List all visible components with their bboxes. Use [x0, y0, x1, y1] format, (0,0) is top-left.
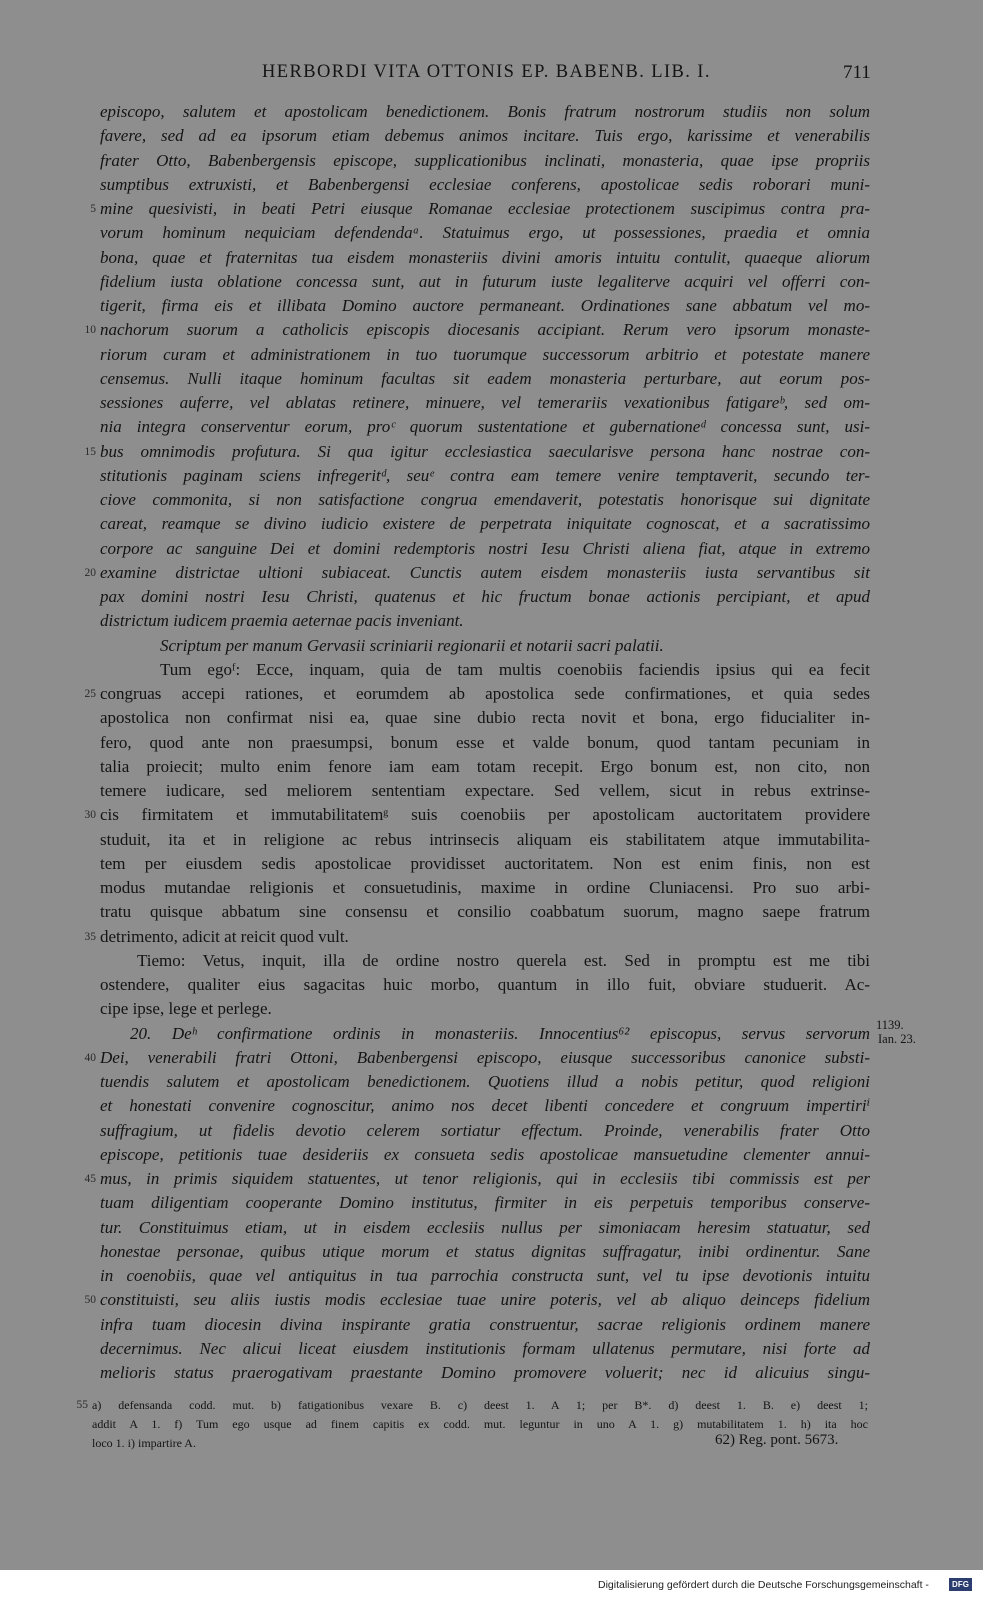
- text-line: mus, in primis siquidem statuentes, ut tenor religionis, qui in ecclesiis tibi commissis est per: [100, 1169, 870, 1188]
- text-line: ciove commonita, si non satisfactione congrua emendaverit, potestatis honorisque sui dignitate: [100, 490, 870, 509]
- text-line: fero, quod ante non praesumpsi, bonum esse et valde bonum, quod tantam pecuniam in: [100, 732, 870, 752]
- footnote-line: a) defensanda codd. mut. b) fatigationibus vexare B. c) deest 1. A 1; per B*. d) deest 1. B. e) deest 1;: [92, 1398, 868, 1412]
- text-line: tur. Constituimus etiam, ut in eisdem ecclesiis nullus per simoniacam heresim statuatur, sed: [100, 1217, 870, 1237]
- text-line: et honestati convenire cognoscitur, animo nos decet libenti concedere et congruum impertiriⁱ: [100, 1096, 870, 1116]
- margin-day: Ian. 23.: [878, 1032, 916, 1046]
- text-line: talia proiecit; multo enim fenore iam eam totam recepit. Ergo bonum est, non cito, non: [100, 756, 870, 776]
- line-number: 55: [76, 1399, 88, 1411]
- text-line: Tiemo: Vetus, inquit, illa de ordine nostro querela est. Sed in promptu est me tibi: [137, 950, 870, 970]
- text-line: cipe ipse, lege et perlege.: [100, 999, 272, 1019]
- text-line: examine districtae ultioni subiaceat. Cunctis autem eisdem monasteriis iusta servantibus sit: [100, 562, 870, 582]
- text-line: frater Otto, Babenbergensis episcope, supplicationibus inclinati, monasteria, quae ipse propriis: [100, 150, 870, 170]
- margin-date: [876, 1018, 916, 1046]
- line-number: 15: [84, 445, 96, 458]
- text-line: melioris status praerogativam praestante Domino promovere voluerit; nec id alicuius singu-: [100, 1363, 870, 1382]
- text-line: temere iudicare, sed meliorem sententiam expectare. Sed vellem, sicut in rebus extrinse-: [100, 781, 870, 800]
- text-line: studuit, ita et in religione ac rebus intrinsecis aliquam eis stabilitatem atque immutabilita-: [100, 829, 870, 849]
- text-line: corpore ac sanguine Dei et domini redemptoris nostri Iesu Christi aliena fiat, atque in extremo: [100, 538, 870, 558]
- footnote-reference: 62) Reg. pont. 5673.: [715, 1432, 839, 1448]
- footnote-line: addit A 1. f) Tum ego usque ad finem capitis ex codd. mut. leguntur in uno A 1. g) mutabilitatem 1. h) ita hoc: [92, 1417, 868, 1431]
- text-line: apostolica non confirmat nisi ea, quae sine dubio recta novit et bona, ergo fiducialiter in-: [100, 708, 870, 728]
- text-line: detrimento, adicit at reicit quod vult.: [100, 926, 349, 946]
- footnote-line: loco 1. i) impartire A.: [92, 1436, 196, 1450]
- dfg-logo: DFG: [949, 1578, 972, 1591]
- text-line: favere, sed ad ea ipsorum etiam debemus animos incitare. Tuis ergo, karissime et venerabilis: [100, 126, 870, 146]
- line-number: 40: [84, 1051, 96, 1064]
- text-line: suffragium, ut fidelis devotio celerem sortiatur effectum. Proinde, venerabilis frater Otto: [100, 1120, 870, 1140]
- text-line: infra tuam diocesin divina inspirante gratia construentur, sacrae religionis ordinem manere: [100, 1314, 870, 1334]
- text-line: mine quesivisti, in beati Petri eiusque Romanae ecclesiae protectionem suscipimus contra pra-: [100, 199, 870, 218]
- text-line: tuam diligentiam cooperante Domino institutus, firmiter in eis perpetuis temporibus conserve-: [100, 1193, 870, 1213]
- text-line: episcopo, salutem et apostolicam benedictionem. Bonis fratrum nostrorum studiis non solum: [100, 102, 870, 121]
- text-line: careat, reamque se divino iudicio existere de perpetrata iniquitate cognoscat, et a sacratissimo: [100, 514, 870, 534]
- text-line: vorum hominum nequiciam defendendaᵃ. Statuimus ergo, ut possessiones, praedia et omnia: [100, 223, 870, 243]
- text-line: honestae personae, quibus utique morum et status dignitas suffragatur, inibi ordinentur. Sane: [100, 1241, 870, 1261]
- page-number: 711: [843, 62, 871, 83]
- text-line: stitutionis paginam sciens infregeritᵈ, seuᵉ contra eam temere venire temptaverit, secundo ter-: [100, 465, 870, 485]
- text-line: congruas accepi rationes, et eorumdem ab apostolica sede confirmationes, et quia sedes: [100, 684, 870, 703]
- running-title: HERBORDI VITA OTTONIS EP. BABENB. LIB. I.: [262, 62, 711, 82]
- text-line: Dei, venerabili fratri Ottoni, Babenbergensi episcopo, eiusque successoribus canonice substi-: [100, 1047, 870, 1067]
- text-line: ostendere, qualiter eius sagacitas huic morbo, quantum in illo fuit, obviare studuerit. Ac-: [100, 975, 870, 994]
- text-line: districtum iudicem praemia aeternae pacis inveniant.: [100, 611, 464, 631]
- text-line: tratu quisque abbatum sine consensu et consilio coabbatum suorum, magno saepe fratrum: [100, 902, 870, 922]
- line-number: 5: [90, 203, 96, 215]
- text-line: pax domini nostri Iesu Christi, quatenus et hic fructum bonae actionis percipiant, et apud: [100, 587, 870, 606]
- text-line: nia integra conserventur eorum, proᶜ quorum sustentatione et gubernationeᵈ concessa sunt, usi-: [100, 417, 870, 437]
- text-line: in coenobiis, quae vel antiquitus in tua parrochia constructa sunt, vel tu ipse devotionis intuitu: [100, 1266, 870, 1285]
- line-number: 45: [84, 1173, 96, 1185]
- text-line: modus mutandae religionis et consuetudinis, maxime in ordine Cluniacensi. Pro suo arbi-: [100, 878, 870, 897]
- text-line: tuendis salutem et apostolicam benedictionem. Quotiens illud a nobis petitur, quod religioni: [100, 1072, 870, 1091]
- text-line: tigerit, firma eis et illibata Domino auctore permaneant. Ordinationes sane abbatum vel mo-: [100, 296, 870, 315]
- running-header: [0, 62, 983, 88]
- text-line: cis firmitatem et immutabilitatemᵍ suis coenobiis per apostolicam auctoritatem providere: [100, 805, 870, 825]
- line-number: 30: [84, 809, 96, 822]
- digitization-credit: Digitalisierung gefördert durch die Deutsche Forschungsgemeinschaft -: [598, 1579, 929, 1591]
- text-line: nachorum suorum a catholicis episcopis diocesanis accipiant. Rerum vero ipsorum monaste-: [100, 320, 870, 340]
- line-number: 35: [84, 930, 96, 943]
- text-line: Scriptum per manum Gervasii scriniarii regionarii et notarii sacri palatii.: [160, 635, 664, 655]
- text-line: bona, quae et fraternitas tua eisdem monasteriis divini amoris intuitu contulit, quaeque aliorum: [100, 247, 870, 267]
- text-line: sumptibus extruxisti, et Babenbergensi ecclesiae conferens, apostolicae sedis roborari muni-: [100, 174, 870, 194]
- text-line: bus omnimodis profutura. Si qua igitur ecclesiastica saecularisve persona hanc nostrae con-: [100, 441, 870, 461]
- text-line: fidelium iusta oblatione concessa sunt, aut in futurum iuste legaliterve acquiri vel offerri con-: [100, 271, 870, 291]
- text-line: 20. Deʰ confirmatione ordinis in monasteriis. Innocentius⁶² episcopus, servus servorum: [130, 1023, 870, 1043]
- text-line: Tum egoᶠ: Ecce, inquam, quia de tam multis coenobiis faciendis ipsius qui ea fecit: [160, 659, 870, 679]
- text-line: censemus. Nulli itaque hominum facultas sit eadem monasteria perturbare, aut eorum pos-: [100, 368, 870, 388]
- line-number: 25: [84, 688, 96, 700]
- line-number: 10: [84, 324, 96, 337]
- text-line: episcope, petitionis tuae desideriis ex consueta sedis apostolicae mansuetudine clementer annui-: [100, 1144, 870, 1164]
- margin-year: 1139.: [876, 1018, 904, 1032]
- text-line: constituisti, seu aliis iustis modis ecclesiae tuae unire poteris, vel ab aliquo deinceps fidelium: [100, 1290, 870, 1310]
- line-number: 20: [84, 566, 96, 579]
- text-line: riorum curam et administrationem in tuo tuorumque successorum arbitrio et potestate manere: [100, 344, 870, 364]
- text-line: sessiones auferre, vel ablatas retinere, minuere, vel temerariis vexationibus fatigareᵇ, sed om-: [100, 393, 870, 412]
- line-number: 50: [84, 1294, 96, 1307]
- text-line: decernimus. Nec alicui liceat eiusdem institutionis formam ullatenus permutare, nisi forte ad: [100, 1338, 870, 1358]
- text-line: tem per eiusdem sedis apostolicae providisset auctoritatem. Non est enim finis, non est: [100, 853, 870, 873]
